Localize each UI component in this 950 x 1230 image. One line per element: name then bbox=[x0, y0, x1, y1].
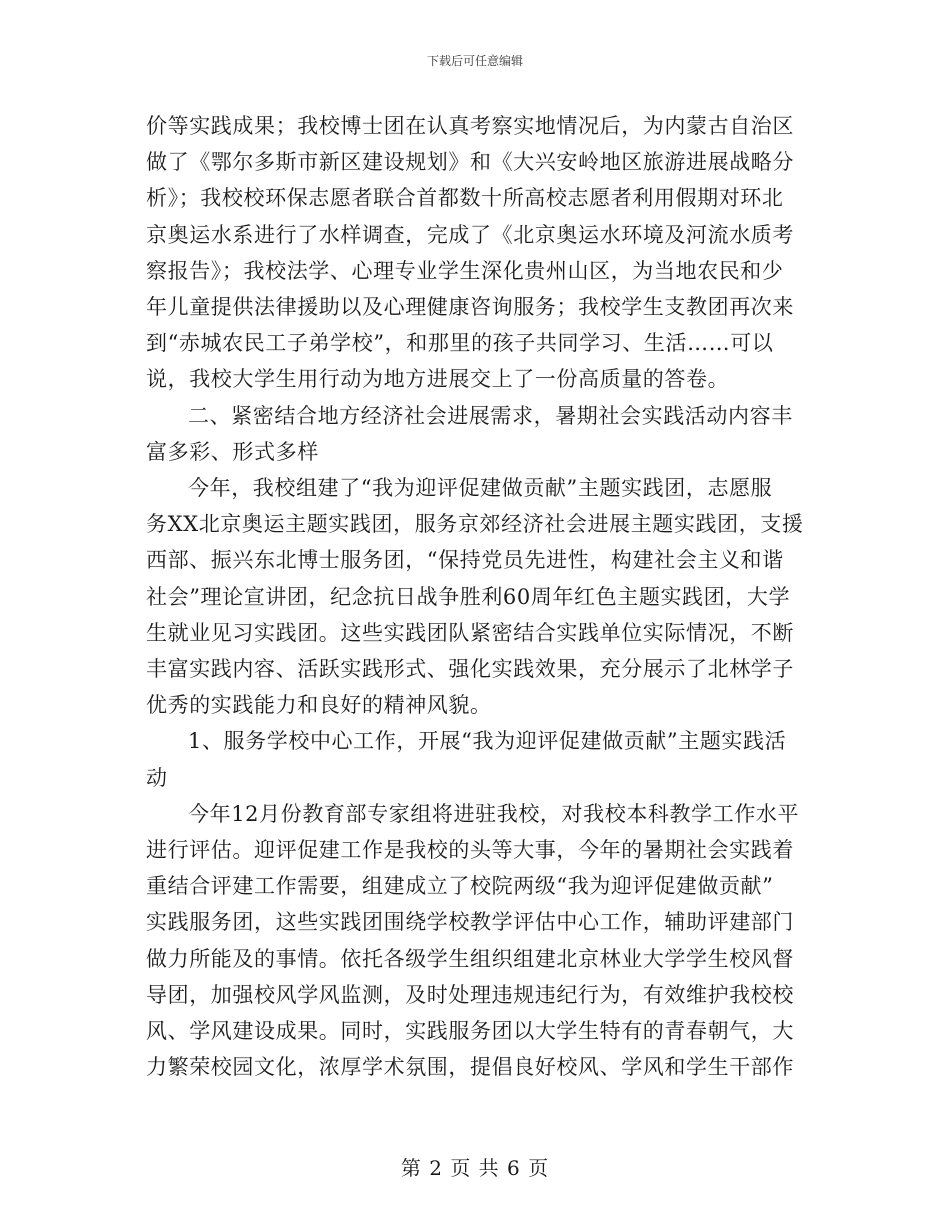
text-line: 今年12月份教育部专家组将进驻我校，对我校本科教学工作水平 bbox=[188, 801, 800, 826]
text-line: 力繁荣校园文化，浓厚学术氛围，提倡良好校风、学风和学生干部作 bbox=[146, 1055, 794, 1080]
text-line: 社会”理论宣讲团，纪念抗日战争胜利60周年红色主题实践团，大学 bbox=[146, 584, 791, 609]
subsection-heading-1 bbox=[146, 723, 810, 795]
text-line: 1、服务学校中心工作，开展“我为迎评促建做贡献”主题实践活 bbox=[188, 729, 787, 754]
text-line: 察报告》；我校法学、心理专业学生深化贵州山区，为当地农民和少 bbox=[146, 258, 784, 283]
text-line: 丰富实践内容、活跃实践形式、强化实践效果，充分展示了北林学子 bbox=[146, 657, 794, 682]
text-line: 价等实践成果；我校博士团在认真考察实地情况后，为内蒙古自治区 bbox=[146, 114, 794, 138]
paragraph bbox=[146, 796, 810, 1086]
paragraph bbox=[146, 470, 810, 723]
text-line: 生就业见习实践团。这些实践团队紧密结合实践单位实际情况，不断 bbox=[146, 620, 794, 645]
text-line: 实践服务团，这些实践团围绕学校教学评估中心工作，辅助评建部门 bbox=[146, 910, 794, 935]
text-line: 做了《鄂尔多斯市新区建设规划》和《大兴安岭地区旅游进展战略分 bbox=[146, 150, 794, 175]
text-line: 二、紧密结合地方经济社会进展需求，暑期社会实践活动内容丰 bbox=[188, 403, 793, 428]
text-line: 到“赤城农民工子弟学校”，和那里的孩子共同学习、生活……可以 bbox=[146, 331, 774, 356]
text-line: 动 bbox=[146, 765, 168, 790]
header-note: 下载后可任意编辑 bbox=[426, 54, 523, 68]
text-line: 今年，我校组建了“我为迎评促建做贡献”主题实践团，志愿服 bbox=[188, 476, 773, 501]
text-line: 年儿童提供法律援助以及心理健康咨询服务；我校学生支教团再次来 bbox=[146, 295, 794, 320]
paragraph-continued bbox=[146, 108, 810, 398]
text-line: 做力所能及的事情。依托各级学生组织组建北京林业大学学生校风督 bbox=[146, 946, 794, 971]
text-line: 西部、振兴东北博士服务团，“保持党员先进性，构建社会主义和谐 bbox=[146, 548, 784, 573]
text-line: 风、学风建设成果。同时，实践服务团以大学生特有的青春朝气，大 bbox=[146, 1019, 794, 1044]
text-line: 析》；我校校环保志愿者联合首都数十所高校志愿者利用假期对环北 bbox=[146, 186, 784, 211]
text-line: 导团，加强校风学风监测，及时处理违规违纪行为，有效维护我校校 bbox=[146, 982, 794, 1007]
section-heading-2 bbox=[146, 398, 810, 470]
text-line: 重结合评建工作需要，组建成立了校院两级“我为迎评促建做贡献” bbox=[146, 874, 774, 899]
page-number: 第 2 页 共 6 页 bbox=[400, 1156, 550, 1180]
text-line: 富多彩、形式多样 bbox=[146, 439, 319, 464]
text-line: 进行评估。迎评促建工作是我校的头等大事，今年的暑期社会实践着 bbox=[146, 838, 794, 863]
document-body bbox=[146, 108, 810, 1085]
text-line: 说，我校大学生用行动为地方进展交上了一份高质量的答卷。 bbox=[146, 367, 730, 392]
text-line: 优秀的实践能力和良好的精神风貌。 bbox=[146, 693, 492, 718]
text-line: 京奥运水系进行了水样调查，完成了《北京奥运水环境及河流水质考 bbox=[146, 222, 794, 247]
text-line: 务XX北京奥运主题实践团，服务京郊经济社会进展主题实践团，支援 bbox=[146, 512, 804, 537]
